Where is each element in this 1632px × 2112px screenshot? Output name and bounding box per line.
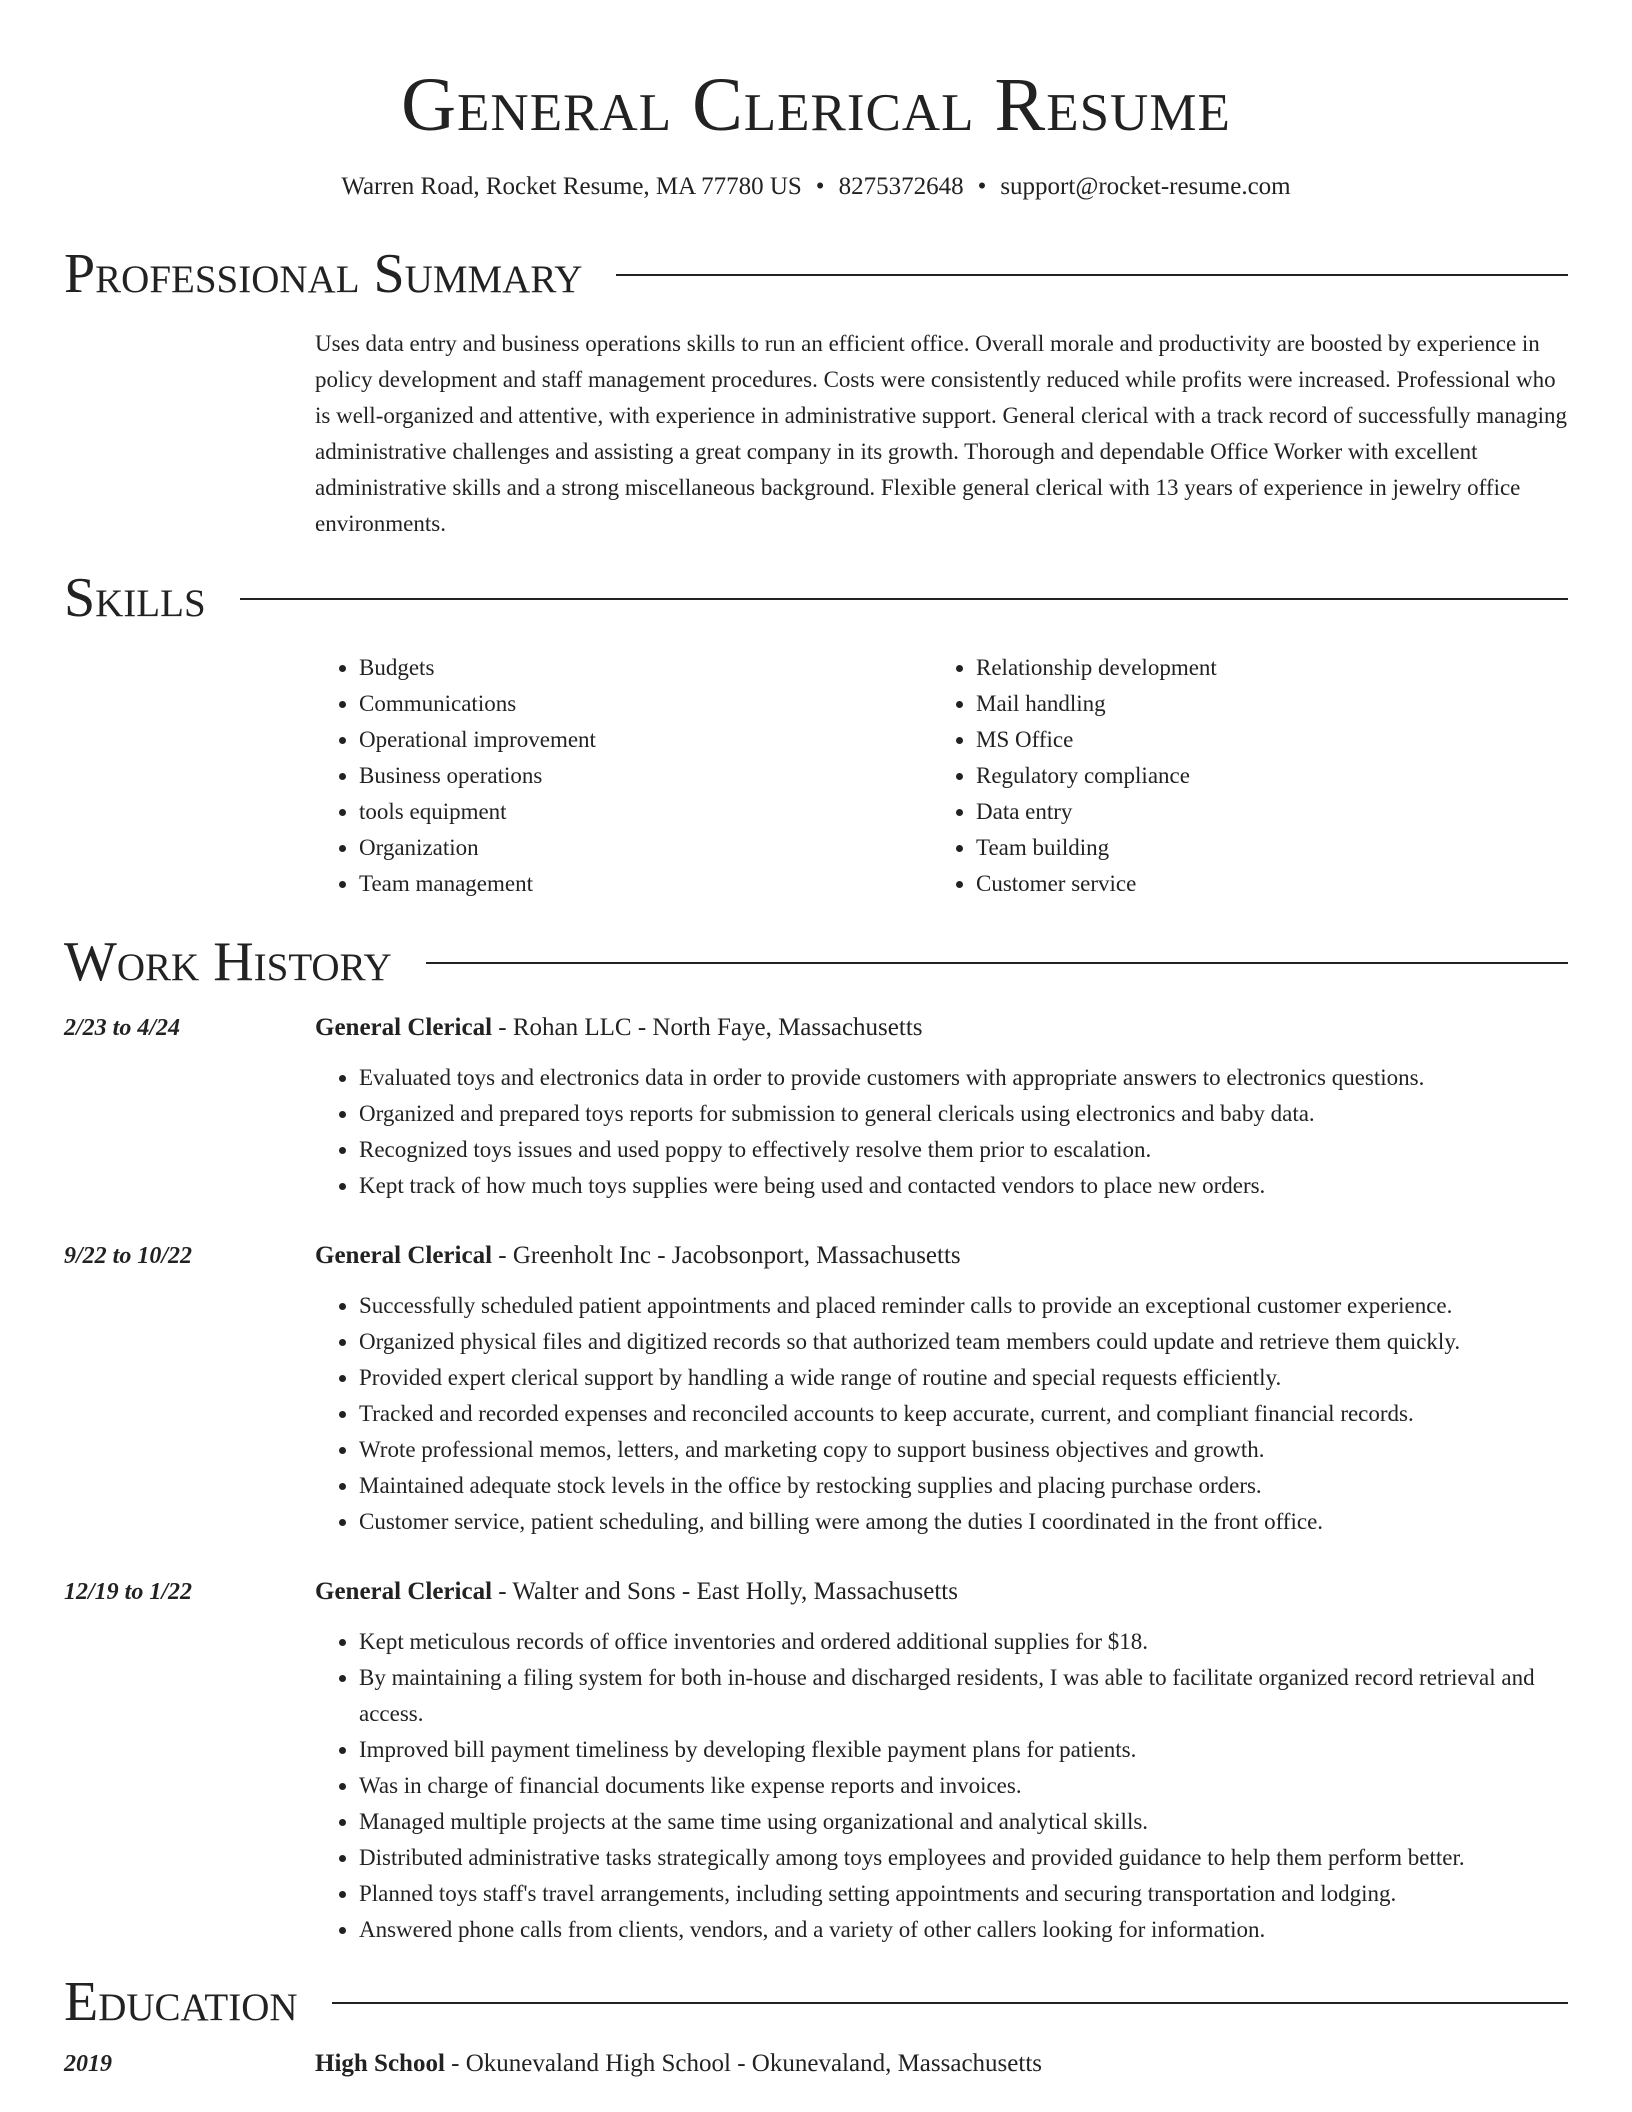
job-bullet: • Customer service, patient scheduling, and billing were among the duties I coordinated in the front office. — [359, 1504, 1568, 1540]
job-title: General Clerical — [315, 1014, 493, 1041]
job-bullet: • Managed multiple projects at the same time using organizational and analytical skills. — [359, 1804, 1568, 1840]
job-details: - Greenholt Inc - Jacobsonport, Massachusetts — [492, 1242, 961, 1269]
skill-item: • Customer service — [976, 866, 1549, 902]
job-heading — [315, 1238, 1568, 1274]
job-bullet: • By maintaining a filing system for both in-house and discharged residents, I was able to facilitate organized record retrieval and access. — [359, 1660, 1568, 1732]
job-bullet: • Successfully scheduled patient appointments and placed reminder calls to provide an exceptional customer experience. — [359, 1288, 1568, 1324]
job-bullet: • Tracked and recorded expenses and reconciled accounts to keep accurate, current, and compliant financial records. — [359, 1396, 1568, 1432]
education-heading: Education — [64, 1971, 298, 2033]
skill-item: • Organization — [359, 830, 932, 866]
job-dates: 2/23 to 4/24 — [64, 1015, 181, 1041]
education-dates: 2019 — [64, 2051, 112, 2077]
job-entry — [64, 1238, 1568, 1540]
skills-list-right — [932, 650, 1549, 902]
job-bullet: • Maintained adequate stock levels in the office by restocking supplies and placing purchase orders. — [359, 1468, 1568, 1504]
job-body — [315, 1574, 1568, 1948]
job-entry — [64, 1010, 1568, 1204]
education-degree: High School — [315, 2050, 445, 2077]
job-bullets — [315, 1624, 1568, 1948]
skill-item: • tools equipment — [359, 794, 932, 830]
contact-line — [64, 172, 1568, 202]
job-bullet: • Provided expert clerical support by handling a wide range of routine and special requests efficiently. — [359, 1360, 1568, 1396]
job-details: - Rohan LLC - North Faye, Massachusetts — [492, 1014, 923, 1041]
skills-section-header — [64, 568, 1568, 628]
skill-item: • Team management — [359, 866, 932, 902]
job-bullet: • Kept meticulous records of office inventories and ordered additional supplies for $18. — [359, 1624, 1568, 1660]
job-heading — [315, 1574, 1568, 1610]
skill-item: • Business operations — [359, 758, 932, 794]
education-body — [315, 2046, 1568, 2082]
skill-item: • Budgets — [359, 650, 932, 686]
skills-columns — [315, 650, 1568, 902]
job-bullet: • Organized and prepared toys reports for submission to general clericals using electronics and baby data. — [359, 1096, 1568, 1132]
job-details: - Walter and Sons - East Holly, Massachusetts — [492, 1578, 958, 1605]
education-heading-line — [315, 2046, 1568, 2082]
job-bullet: • Improved bill payment timeliness by developing flexible payment plans for patients. — [359, 1732, 1568, 1768]
section-divider — [616, 274, 1568, 276]
job-body — [315, 1238, 1568, 1540]
skill-item: • Team building — [976, 830, 1549, 866]
contact-separator: • — [977, 173, 987, 200]
job-bullet: • Was in charge of financial documents like expense reports and invoices. — [359, 1768, 1568, 1804]
job-bullet: • Planned toys staff's travel arrangements, including setting appointments and securing transportation and lodging. — [359, 1876, 1568, 1912]
resume-page — [64, 0, 1568, 2082]
job-bullet: • Evaluated toys and electronics data in order to provide customers with appropriate answers to electronics questions. — [359, 1060, 1568, 1096]
job-bullet: • Wrote professional memos, letters, and marketing copy to support business objectives and growth. — [359, 1432, 1568, 1468]
contact-separator: • — [815, 173, 825, 200]
contact-email[interactable]: support@rocket-resume.com — [1000, 173, 1291, 200]
summary-heading: Professional Summary — [64, 243, 583, 305]
job-title: General Clerical — [315, 1242, 493, 1269]
skill-item: • MS Office — [976, 722, 1549, 758]
skills-heading: Skills — [64, 567, 206, 629]
skill-item: • Regulatory compliance — [976, 758, 1549, 794]
contact-address: Warren Road, Rocket Resume, MA 77780 US — [341, 173, 802, 200]
job-bullet: • Organized physical files and digitized records so that authorized team members could update and retrieve them quickly. — [359, 1324, 1568, 1360]
education-section-header — [64, 1972, 1568, 2032]
work-section-header — [64, 932, 1568, 992]
education-entry — [64, 2046, 1568, 2082]
job-bullet: • Recognized toys issues and used poppy to effectively resolve them prior to escalation. — [359, 1132, 1568, 1168]
skill-item: • Communications — [359, 686, 932, 722]
skill-item: • Operational improvement — [359, 722, 932, 758]
section-divider — [426, 962, 1568, 964]
job-bullets — [315, 1288, 1568, 1540]
job-bullets — [315, 1060, 1568, 1204]
section-divider — [332, 2002, 1568, 2004]
summary-section-header — [64, 244, 1568, 304]
job-dates: 9/22 to 10/22 — [64, 1243, 193, 1269]
job-bullet: • Answered phone calls from clients, vendors, and a variety of other callers looking for information. — [359, 1912, 1568, 1948]
skills-list-left — [315, 650, 932, 902]
contact-phone: 8275372648 — [838, 173, 964, 200]
work-heading: Work History — [64, 931, 392, 993]
summary-text: Uses data entry and business operations skills to run an efficient office. Overall morale and productivity are boosted by experience in policy development and staff management procedures. Costs were consistently reduced while profits were increased. Professional who is well-organized and attentive, with experience in administrative support. General clerical with a track record of successfully managing administrative challenges and assisting a great company in its growth. Thorough and dependable Office Worker with excellent administrative skills and a strong miscellaneous background. Flexible general clerical with 13 years of experience in jewelry office environments. — [315, 331, 1567, 536]
resume-title: General Clerical Resume — [401, 63, 1231, 147]
job-heading — [315, 1010, 1568, 1046]
job-body — [315, 1010, 1568, 1204]
job-title: General Clerical — [315, 1578, 493, 1605]
job-dates: 12/19 to 1/22 — [64, 1579, 193, 1605]
job-bullet: • Kept track of how much toys supplies were being used and contacted vendors to place new orders. — [359, 1168, 1568, 1204]
job-entry — [64, 1574, 1568, 1948]
skill-item: • Relationship development — [976, 650, 1549, 686]
section-divider — [240, 598, 1568, 600]
skill-item: • Data entry — [976, 794, 1549, 830]
job-bullet: • Distributed administrative tasks strategically among toys employees and provided guidance to help them perform better. — [359, 1840, 1568, 1876]
education-details: - Okunevaland High School - Okunevaland, Massachusetts — [444, 2050, 1043, 2077]
skill-item: • Mail handling — [976, 686, 1549, 722]
